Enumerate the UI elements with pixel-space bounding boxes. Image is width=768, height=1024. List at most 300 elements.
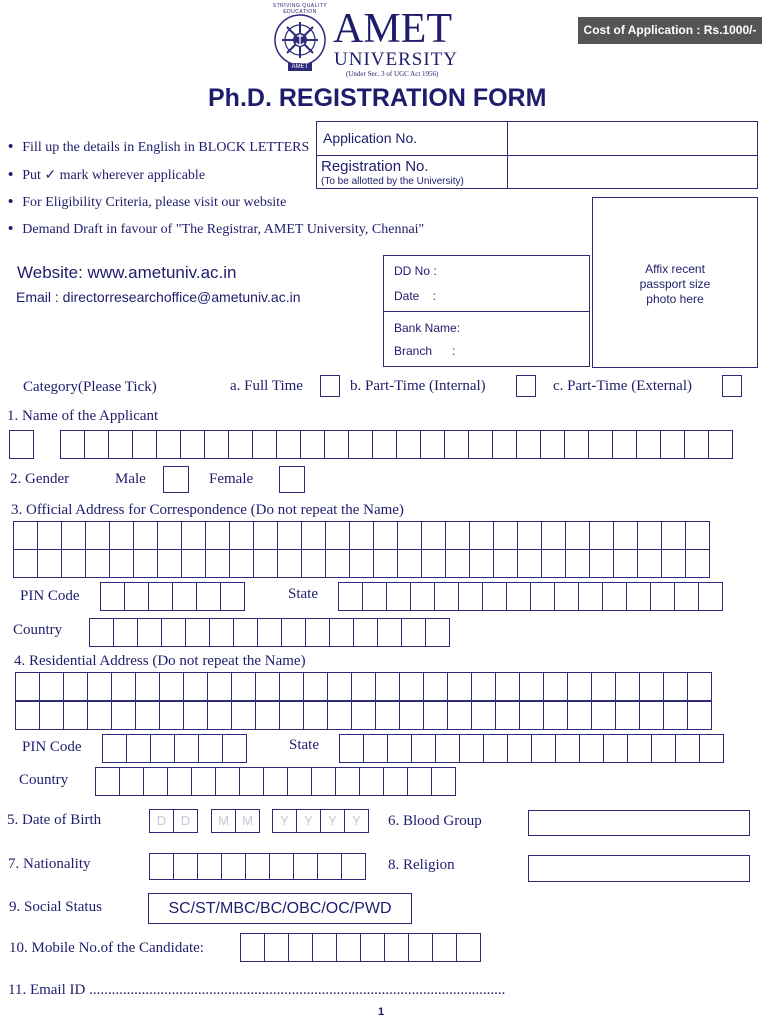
- char-box[interactable]: [221, 853, 246, 880]
- char-box[interactable]: [60, 430, 85, 459]
- social-status-label: 9. Social Status: [9, 899, 102, 915]
- char-box[interactable]: [277, 549, 302, 578]
- char-box[interactable]: [149, 853, 174, 880]
- instruction-item: • For Eligibility Criteria, please visit our website: [8, 193, 286, 211]
- char-box[interactable]: [240, 933, 265, 962]
- char-box[interactable]: [174, 734, 199, 763]
- char-box[interactable]: [172, 582, 197, 611]
- residential-pin-label: PIN Code: [22, 739, 82, 755]
- char-box[interactable]: [257, 618, 282, 647]
- char-box[interactable]: [181, 521, 206, 550]
- part-time-external-checkbox[interactable]: [722, 375, 742, 397]
- char-box[interactable]: [492, 430, 517, 459]
- registration-no-field[interactable]: [507, 155, 758, 189]
- char-box[interactable]: [540, 430, 565, 459]
- char-box[interactable]: [360, 933, 385, 962]
- char-box[interactable]: [220, 582, 245, 611]
- char-box[interactable]: [111, 672, 136, 701]
- char-box[interactable]: [554, 582, 579, 611]
- char-box[interactable]: [135, 672, 160, 701]
- bank-name-label[interactable]: Bank Name:: [394, 321, 461, 335]
- char-box[interactable]: [276, 430, 301, 459]
- char-box[interactable]: [373, 521, 398, 550]
- official-country-boxes[interactable]: [89, 618, 450, 647]
- char-box[interactable]: [589, 549, 614, 578]
- char-box[interactable]: [293, 853, 318, 880]
- char-box[interactable]: [245, 853, 270, 880]
- dob-placeholder: D: [173, 809, 198, 833]
- char-box[interactable]: [180, 430, 205, 459]
- char-box[interactable]: [612, 430, 637, 459]
- dob-placeholder: Y: [344, 809, 369, 833]
- char-box[interactable]: [300, 430, 325, 459]
- social-status-options[interactable]: SC/ST/MBC/BC/OBC/OC/PWD: [148, 893, 412, 924]
- char-box[interactable]: [507, 734, 532, 763]
- registration-no-note: (To be allotted by the University): [321, 176, 464, 187]
- char-box[interactable]: [87, 701, 112, 730]
- char-box[interactable]: [447, 672, 472, 701]
- char-box[interactable]: [204, 430, 229, 459]
- official-pin-boxes[interactable]: [100, 582, 245, 611]
- char-box[interactable]: [468, 430, 493, 459]
- char-box[interactable]: [421, 549, 446, 578]
- nationality-label: 7. Nationality: [8, 856, 91, 872]
- university-note: (Under Sec. 3 of UGC Act 1956): [346, 70, 439, 78]
- char-box[interactable]: [339, 734, 364, 763]
- char-box[interactable]: [191, 767, 216, 796]
- dd-no-label[interactable]: DD No :: [394, 264, 437, 278]
- char-box[interactable]: [279, 701, 304, 730]
- char-box[interactable]: [675, 734, 700, 763]
- char-box[interactable]: [183, 701, 208, 730]
- cost-badge: Cost of Application : Rs.1000/-: [578, 17, 762, 44]
- char-box[interactable]: [126, 734, 151, 763]
- char-box[interactable]: [301, 549, 326, 578]
- char-box[interactable]: [348, 430, 373, 459]
- university-name: AMET: [333, 6, 452, 52]
- residential-country-boxes[interactable]: [95, 767, 456, 796]
- char-box[interactable]: [663, 701, 688, 730]
- char-box[interactable]: [615, 701, 640, 730]
- char-box[interactable]: [493, 521, 518, 550]
- char-box[interactable]: [397, 549, 422, 578]
- char-box[interactable]: [399, 672, 424, 701]
- photo-text-1: Affix recent: [645, 262, 705, 276]
- char-box[interactable]: [530, 582, 555, 611]
- name-label: 1. Name of the Applicant: [7, 408, 159, 424]
- char-box[interactable]: [143, 767, 168, 796]
- char-box[interactable]: [63, 672, 88, 701]
- dd-divider: [383, 311, 590, 312]
- char-box[interactable]: [650, 582, 675, 611]
- char-box[interactable]: [383, 767, 408, 796]
- char-box[interactable]: [39, 672, 64, 701]
- char-box[interactable]: [674, 582, 699, 611]
- part-time-external-label: c. Part-Time (External): [553, 378, 692, 394]
- char-box[interactable]: [661, 549, 686, 578]
- char-box[interactable]: [205, 549, 230, 578]
- official-state-label: State: [288, 586, 318, 602]
- char-box[interactable]: [579, 734, 604, 763]
- char-box[interactable]: [119, 767, 144, 796]
- official-state-boxes[interactable]: [338, 582, 723, 611]
- char-box[interactable]: [301, 521, 326, 550]
- char-box[interactable]: [602, 582, 627, 611]
- char-box[interactable]: [255, 701, 280, 730]
- blood-group-field[interactable]: [528, 810, 750, 836]
- dd-date-label[interactable]: Date :: [394, 289, 437, 303]
- char-box[interactable]: [637, 549, 662, 578]
- char-box[interactable]: [341, 853, 366, 880]
- char-box[interactable]: [684, 430, 709, 459]
- religion-label: 8. Religion: [388, 857, 455, 873]
- char-box[interactable]: [445, 549, 470, 578]
- char-box[interactable]: [349, 549, 374, 578]
- instruction-item: • Demand Draft in favour of "The Registrar, AMET University, Chennai": [8, 220, 424, 238]
- char-box[interactable]: [603, 734, 628, 763]
- char-box[interactable]: [239, 767, 264, 796]
- char-box[interactable]: [335, 767, 360, 796]
- char-box[interactable]: [108, 430, 133, 459]
- char-box[interactable]: [13, 549, 38, 578]
- char-box[interactable]: [377, 618, 402, 647]
- char-box[interactable]: [255, 672, 280, 701]
- char-box[interactable]: [253, 521, 278, 550]
- char-box[interactable]: [148, 582, 173, 611]
- char-box[interactable]: [639, 701, 664, 730]
- char-box[interactable]: [407, 767, 432, 796]
- char-box[interactable]: [471, 672, 496, 701]
- char-box[interactable]: [469, 521, 494, 550]
- char-box[interactable]: [325, 521, 350, 550]
- char-box[interactable]: [517, 521, 542, 550]
- char-box[interactable]: [324, 430, 349, 459]
- name-initial-boxes[interactable]: [9, 430, 34, 459]
- char-box[interactable]: [269, 853, 294, 880]
- char-box[interactable]: [531, 734, 556, 763]
- char-box[interactable]: [698, 582, 723, 611]
- char-box[interactable]: [89, 618, 114, 647]
- char-box[interactable]: [375, 701, 400, 730]
- char-box[interactable]: [578, 582, 603, 611]
- char-box[interactable]: [411, 734, 436, 763]
- gender-label: 2. Gender: [10, 471, 70, 487]
- char-box[interactable]: [543, 672, 568, 701]
- char-box[interactable]: [124, 582, 149, 611]
- char-box[interactable]: [349, 521, 374, 550]
- char-box[interactable]: [447, 701, 472, 730]
- char-box[interactable]: [637, 521, 662, 550]
- char-box[interactable]: [133, 549, 158, 578]
- char-box[interactable]: [613, 549, 638, 578]
- dob-placeholder: D: [149, 809, 174, 833]
- char-box[interactable]: [87, 672, 112, 701]
- char-box[interactable]: [541, 521, 566, 550]
- char-box[interactable]: [435, 734, 460, 763]
- char-box[interactable]: [445, 521, 470, 550]
- char-box[interactable]: [15, 672, 40, 701]
- char-box[interactable]: [565, 549, 590, 578]
- char-box[interactable]: [312, 933, 337, 962]
- char-box[interactable]: [109, 549, 134, 578]
- char-box[interactable]: [159, 672, 184, 701]
- char-box[interactable]: [279, 672, 304, 701]
- page-number: 1: [378, 1006, 385, 1018]
- char-box[interactable]: [329, 618, 354, 647]
- char-box[interactable]: [651, 734, 676, 763]
- char-box[interactable]: [636, 430, 661, 459]
- char-box[interactable]: [61, 549, 86, 578]
- char-box[interactable]: [699, 734, 724, 763]
- photo-text-3: photo here: [646, 292, 704, 306]
- dob-year-boxes[interactable]: [272, 809, 369, 833]
- char-box[interactable]: [173, 853, 198, 880]
- char-box[interactable]: [565, 521, 590, 550]
- char-box[interactable]: [434, 582, 459, 611]
- char-box[interactable]: [615, 672, 640, 701]
- application-no-field[interactable]: [507, 121, 758, 156]
- char-box[interactable]: [13, 521, 38, 550]
- char-box[interactable]: [233, 618, 258, 647]
- char-box[interactable]: [588, 430, 613, 459]
- logo-inner-text: AMET: [291, 64, 309, 70]
- char-box[interactable]: [471, 701, 496, 730]
- char-box[interactable]: [150, 734, 175, 763]
- char-box[interactable]: [639, 672, 664, 701]
- char-box[interactable]: [372, 430, 397, 459]
- char-box[interactable]: [495, 701, 520, 730]
- char-box[interactable]: [305, 618, 330, 647]
- char-box[interactable]: [567, 672, 592, 701]
- char-box[interactable]: [459, 734, 484, 763]
- char-box[interactable]: [421, 521, 446, 550]
- char-box[interactable]: [626, 582, 651, 611]
- char-box[interactable]: [399, 701, 424, 730]
- char-box[interactable]: [205, 521, 230, 550]
- char-box[interactable]: [85, 521, 110, 550]
- char-box[interactable]: [519, 701, 544, 730]
- email-text: Email : directorresearchoffice@ametuniv.ac.in: [16, 289, 301, 305]
- char-box[interactable]: [281, 618, 306, 647]
- char-box[interactable]: [229, 549, 254, 578]
- char-box[interactable]: [469, 549, 494, 578]
- char-box[interactable]: [687, 701, 712, 730]
- char-box[interactable]: [591, 672, 616, 701]
- char-box[interactable]: [222, 734, 247, 763]
- char-box[interactable]: [663, 672, 688, 701]
- char-box[interactable]: [408, 933, 433, 962]
- char-box[interactable]: [109, 521, 134, 550]
- instruction-item: • Fill up the details in English in BLOCK LETTERS: [8, 138, 309, 156]
- char-box[interactable]: [207, 701, 232, 730]
- residential-state-boxes[interactable]: [339, 734, 724, 763]
- char-box[interactable]: [708, 430, 733, 459]
- char-box[interactable]: [325, 549, 350, 578]
- char-box[interactable]: [327, 701, 352, 730]
- char-box[interactable]: [161, 618, 186, 647]
- char-box[interactable]: [197, 853, 222, 880]
- char-box[interactable]: [61, 521, 86, 550]
- char-box[interactable]: [303, 672, 328, 701]
- char-box[interactable]: [9, 430, 34, 459]
- char-box[interactable]: [543, 701, 568, 730]
- char-box[interactable]: [167, 767, 192, 796]
- char-box[interactable]: [277, 521, 302, 550]
- char-box[interactable]: [156, 430, 181, 459]
- char-box[interactable]: [338, 582, 363, 611]
- char-box[interactable]: [359, 767, 384, 796]
- char-box[interactable]: [410, 582, 435, 611]
- char-box[interactable]: [458, 582, 483, 611]
- char-box[interactable]: [198, 734, 223, 763]
- char-box[interactable]: [564, 430, 589, 459]
- char-box[interactable]: [100, 582, 125, 611]
- char-box[interactable]: [196, 582, 221, 611]
- char-box[interactable]: [132, 430, 157, 459]
- char-box[interactable]: [159, 701, 184, 730]
- part-time-internal-checkbox[interactable]: [516, 375, 536, 397]
- char-box[interactable]: [685, 549, 710, 578]
- char-box[interactable]: [351, 701, 376, 730]
- char-box[interactable]: [397, 521, 422, 550]
- char-box[interactable]: [15, 701, 40, 730]
- char-box[interactable]: [555, 734, 580, 763]
- char-box[interactable]: [396, 430, 421, 459]
- char-box[interactable]: [288, 933, 313, 962]
- dob-placeholder: Y: [272, 809, 297, 833]
- char-box[interactable]: [317, 853, 342, 880]
- char-box[interactable]: [456, 933, 481, 962]
- dob-placeholder: Y: [296, 809, 321, 833]
- name-boxes[interactable]: [60, 430, 733, 459]
- char-box[interactable]: [660, 430, 685, 459]
- char-box[interactable]: [264, 933, 289, 962]
- official-pin-label: PIN Code: [20, 588, 80, 604]
- char-box[interactable]: [84, 430, 109, 459]
- char-box[interactable]: [516, 430, 541, 459]
- official-address-label: 3. Official Address for Correspondence (Do not repeat the Name): [11, 502, 404, 518]
- char-box[interactable]: [519, 672, 544, 701]
- char-box[interactable]: [37, 521, 62, 550]
- char-box[interactable]: [263, 767, 288, 796]
- char-box[interactable]: [327, 672, 352, 701]
- official-address-line-2[interactable]: [13, 549, 710, 578]
- form-title: Ph.D. REGISTRATION FORM: [208, 84, 547, 112]
- char-box[interactable]: [591, 701, 616, 730]
- char-box[interactable]: [133, 521, 158, 550]
- char-box[interactable]: [431, 767, 456, 796]
- char-box[interactable]: [661, 521, 686, 550]
- char-box[interactable]: [613, 521, 638, 550]
- char-box[interactable]: [363, 734, 388, 763]
- char-box[interactable]: [157, 521, 182, 550]
- char-box[interactable]: [185, 618, 210, 647]
- char-box[interactable]: [252, 430, 277, 459]
- char-box[interactable]: [432, 933, 457, 962]
- char-box[interactable]: [231, 672, 256, 701]
- char-box[interactable]: [517, 549, 542, 578]
- char-box[interactable]: [113, 618, 138, 647]
- char-box[interactable]: [495, 672, 520, 701]
- char-box[interactable]: [209, 618, 234, 647]
- char-box[interactable]: [229, 521, 254, 550]
- char-box[interactable]: [253, 549, 278, 578]
- char-box[interactable]: [541, 549, 566, 578]
- char-box[interactable]: [384, 933, 409, 962]
- dob-day-boxes[interactable]: [149, 809, 198, 833]
- char-box[interactable]: [215, 767, 240, 796]
- char-box[interactable]: [506, 582, 531, 611]
- char-box[interactable]: [287, 767, 312, 796]
- official-address-line-1[interactable]: [13, 521, 710, 550]
- char-box[interactable]: [311, 767, 336, 796]
- char-box[interactable]: [685, 521, 710, 550]
- char-box[interactable]: [228, 430, 253, 459]
- email-id-field[interactable]: 11. Email ID ...............................................................................................................: [8, 982, 506, 998]
- char-box[interactable]: [386, 582, 411, 611]
- char-box[interactable]: [627, 734, 652, 763]
- religion-field[interactable]: [528, 855, 750, 882]
- mobile-boxes[interactable]: [240, 933, 481, 962]
- char-box[interactable]: [493, 549, 518, 578]
- char-box[interactable]: [423, 672, 448, 701]
- char-box[interactable]: [39, 701, 64, 730]
- residential-address-line-1[interactable]: [15, 672, 712, 701]
- char-box[interactable]: [303, 701, 328, 730]
- char-box[interactable]: [37, 549, 62, 578]
- char-box[interactable]: [567, 701, 592, 730]
- char-box[interactable]: [63, 701, 88, 730]
- residential-address-line-2[interactable]: [15, 701, 712, 730]
- char-box[interactable]: [483, 734, 508, 763]
- char-box[interactable]: [181, 549, 206, 578]
- char-box[interactable]: [85, 549, 110, 578]
- dob-month-boxes[interactable]: [211, 809, 260, 833]
- male-checkbox[interactable]: [163, 466, 189, 493]
- char-box[interactable]: [387, 734, 412, 763]
- char-box[interactable]: [425, 618, 450, 647]
- char-box[interactable]: [375, 672, 400, 701]
- char-box[interactable]: [231, 701, 256, 730]
- branch-label[interactable]: Branch :: [394, 344, 456, 358]
- char-box[interactable]: [482, 582, 507, 611]
- char-box[interactable]: [111, 701, 136, 730]
- residential-pin-boxes[interactable]: [102, 734, 247, 763]
- char-box[interactable]: [207, 672, 232, 701]
- char-box[interactable]: [353, 618, 378, 647]
- dob-placeholder: Y: [320, 809, 345, 833]
- char-box[interactable]: [589, 521, 614, 550]
- char-box[interactable]: [401, 618, 426, 647]
- char-box[interactable]: [336, 933, 361, 962]
- char-box[interactable]: [351, 672, 376, 701]
- char-box[interactable]: [420, 430, 445, 459]
- nationality-boxes[interactable]: [149, 853, 366, 880]
- char-box[interactable]: [157, 549, 182, 578]
- char-box[interactable]: [444, 430, 469, 459]
- char-box[interactable]: [423, 701, 448, 730]
- female-checkbox[interactable]: [279, 466, 305, 493]
- char-box[interactable]: [687, 672, 712, 701]
- char-box[interactable]: [362, 582, 387, 611]
- char-box[interactable]: [95, 767, 120, 796]
- char-box[interactable]: [137, 618, 162, 647]
- full-time-checkbox[interactable]: [320, 375, 340, 397]
- char-box[interactable]: [102, 734, 127, 763]
- char-box[interactable]: [135, 701, 160, 730]
- char-box[interactable]: [373, 549, 398, 578]
- char-box[interactable]: [183, 672, 208, 701]
